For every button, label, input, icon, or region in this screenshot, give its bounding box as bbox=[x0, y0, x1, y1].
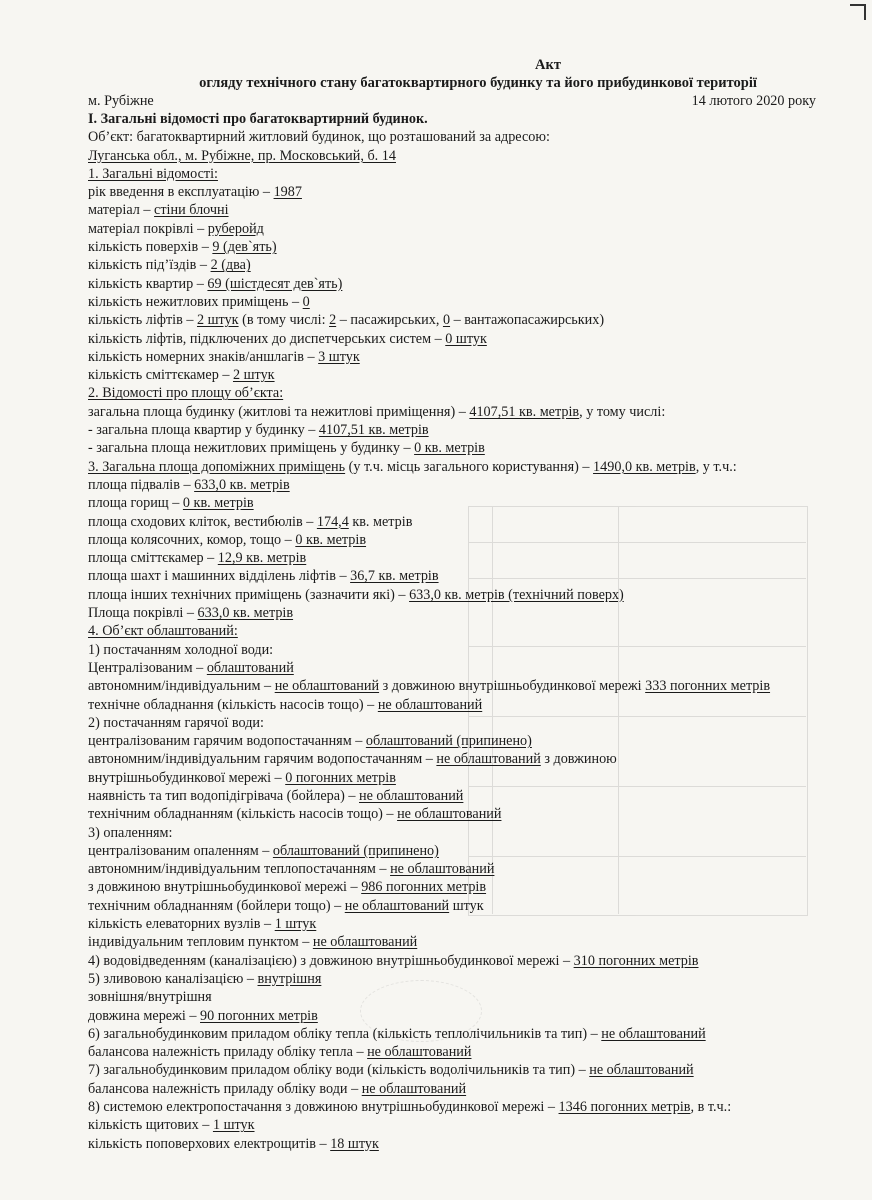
scan-corner-mark bbox=[850, 4, 866, 20]
nonres-area-line bbox=[88, 439, 828, 457]
s3-total: 1490,0 кв. метрів bbox=[593, 458, 696, 475]
year-line bbox=[88, 183, 828, 201]
shafts-value: 36,7 кв. метрів bbox=[350, 568, 439, 585]
act-subtitle: огляду технічного стану багатоквартирного будинку та його прибудинкової території bbox=[199, 75, 757, 91]
nonres-value: 0 bbox=[302, 293, 310, 310]
watermeter-bal-value: не облаштований bbox=[361, 1080, 467, 1097]
floors-label: кількість поверхів – bbox=[88, 239, 213, 256]
s2-heading-line bbox=[88, 384, 828, 402]
lifts-cargo-value: 0 bbox=[442, 312, 451, 329]
entrances-label: кількість під’їздів – bbox=[88, 257, 211, 274]
cold-central-line bbox=[88, 659, 828, 677]
signs-value: 3 штук bbox=[318, 348, 360, 365]
itp-value: не облаштований bbox=[312, 934, 418, 951]
place-date-row bbox=[88, 92, 816, 110]
cold-auto-length: 333 погонних метрів bbox=[645, 678, 771, 695]
s1-heading: 1. Загальні відомості: bbox=[88, 165, 218, 182]
floors-value: 9 (дев`ять) bbox=[212, 239, 277, 256]
attic-value: 0 кв. метрів bbox=[182, 495, 254, 512]
watermeter-bal-label: балансова належність приладу обліку води – bbox=[88, 1080, 362, 1097]
cold-tech-line bbox=[88, 696, 828, 714]
boiler-label: наявність та тип водопідігрівача (бойлера) – bbox=[88, 787, 359, 804]
stairs-label: площа сходових кліток, вестибюлів – bbox=[88, 513, 317, 530]
hot-auto-tail: з довжиною bbox=[540, 751, 617, 768]
hot-heading: 2) постачанням гарячої води: bbox=[88, 714, 264, 731]
storm-type-line: зовнішня/внутрішня bbox=[88, 989, 212, 1006]
panels-label: кількість щитових – bbox=[88, 1117, 213, 1134]
basement-value: 633,0 кв. метрів bbox=[194, 476, 290, 493]
total-area-line bbox=[88, 403, 828, 421]
lifts-cargo-label: – вантажопасажирських) bbox=[450, 312, 605, 329]
elec-value: 1346 погонних метрів bbox=[558, 1099, 691, 1116]
nonres-area-label: - загальна площа нежитлових приміщень у будинку – bbox=[88, 440, 415, 457]
floorpanels-line bbox=[88, 1135, 828, 1153]
storm-len-value: 90 погонних метрів bbox=[200, 1007, 318, 1024]
hot-central-line bbox=[88, 732, 828, 750]
storm-line bbox=[88, 970, 828, 988]
signs-label: кількість номерних знаків/аншлагів – bbox=[88, 348, 319, 365]
entrances-line bbox=[88, 256, 828, 274]
cold-auto-label: автономним/індивідуальним – bbox=[88, 678, 275, 695]
flats-area-value: 4107,51 кв. метрів bbox=[318, 422, 429, 439]
nonres-label: кількість нежитлових приміщень – bbox=[88, 293, 303, 310]
watermeter-label: 7) загальнобудинковим приладом обліку води (кількість водолічильників та тип) – bbox=[88, 1062, 590, 1079]
entrances-value: 2 (два) bbox=[210, 257, 251, 274]
flats-line bbox=[88, 275, 828, 293]
city: м. Рубіжне bbox=[88, 93, 154, 109]
heat-auto-value: не облаштований bbox=[390, 861, 495, 878]
address: Луганська обл., м. Рубіжне, пр. Московський, б. 14 bbox=[88, 147, 396, 164]
garbage-line bbox=[88, 366, 828, 384]
material-label: матеріал – bbox=[88, 202, 155, 219]
heatmeter-bal-line bbox=[88, 1043, 828, 1061]
hot-net-value: 0 погонних метрів bbox=[285, 769, 396, 786]
stairs-line bbox=[88, 513, 828, 531]
hot-net-line bbox=[88, 769, 828, 787]
sewer-line bbox=[88, 952, 828, 970]
hot-auto-label: автономним/індивідуальним гарячим водопостачанням – bbox=[88, 751, 437, 768]
elec-line bbox=[88, 1098, 828, 1116]
lifts-pass-label: – пасажирських, bbox=[336, 312, 443, 329]
total-area-tail: , у тому числі: bbox=[579, 403, 666, 420]
s4-heading: 4. Об’єкт облаштований: bbox=[88, 623, 238, 640]
panels-line bbox=[88, 1116, 828, 1134]
lifts-mid: (в тому числі: bbox=[238, 312, 330, 329]
watermeter-bal-line bbox=[88, 1080, 828, 1098]
hot-central-label: централізованим гарячим водопостачанням – bbox=[88, 733, 366, 750]
panels-value: 1 штук bbox=[212, 1117, 255, 1134]
roof-label: матеріал покрівлі – bbox=[88, 220, 208, 237]
lifts-pass-value: 2 bbox=[329, 312, 337, 329]
hot-tech-label: технічним обладнанням (кількість насосів тощо) – bbox=[88, 806, 398, 823]
cold-auto-mid: з довжиною внутрішньобудинкової мережі bbox=[379, 678, 646, 695]
date: 14 лютого 2020 року bbox=[691, 93, 816, 109]
cold-auto-value: не облаштований bbox=[274, 678, 380, 695]
storm-len-line bbox=[88, 1007, 828, 1025]
heat-net-value: 986 погонних метрів bbox=[361, 879, 487, 896]
heat-auto-line bbox=[88, 860, 828, 878]
s3-heading-line bbox=[88, 458, 828, 476]
attic-line bbox=[88, 494, 828, 512]
elevator-value: 1 штук bbox=[274, 916, 317, 933]
cold-tech-value: не облаштований bbox=[377, 696, 483, 713]
heat-central-value: облаштований (припинено) bbox=[272, 842, 439, 859]
heat-tech-label: технічним обладнанням (бойлери тощо) – bbox=[88, 897, 345, 914]
lifts-label: кількість ліфтів – bbox=[88, 312, 197, 329]
shafts-line bbox=[88, 567, 828, 585]
garbage-value: 2 штук bbox=[232, 367, 275, 384]
material-line bbox=[88, 201, 828, 219]
s4-heading-line bbox=[88, 622, 828, 640]
material-value: стіни блочні bbox=[154, 202, 229, 219]
hot-auto-line bbox=[88, 750, 828, 768]
heat-tech-line bbox=[88, 897, 828, 915]
heat-auto-label: автономним/індивідуальним теплопостачанням – bbox=[88, 861, 391, 878]
address-line bbox=[88, 147, 828, 165]
sewer-value: 310 погонних метрів bbox=[573, 952, 699, 969]
lifts-value: 2 штук bbox=[196, 312, 239, 329]
boiler-line bbox=[88, 787, 828, 805]
elevator-line bbox=[88, 915, 828, 933]
elec-label: 8) системою електропостачання з довжиною внутрішньобудинкової мережі – bbox=[88, 1099, 559, 1116]
watermeter-line bbox=[88, 1061, 828, 1079]
watermeter-value: не облаштований bbox=[589, 1062, 694, 1079]
s3-heading-tail: (у т.ч. місць загального користування) – bbox=[345, 458, 594, 475]
elec-tail: , в т.ч.: bbox=[690, 1099, 732, 1116]
flats-label: кількість квартир – bbox=[88, 275, 208, 292]
hot-net-label: внутрішньобудинкової мережі – bbox=[88, 769, 286, 786]
total-area-value: 4107,51 кв. метрів bbox=[469, 403, 580, 420]
storage-line bbox=[88, 531, 828, 549]
heat-tech-value: не облаштований bbox=[344, 897, 450, 914]
roof-area-line bbox=[88, 604, 828, 622]
lifts-line bbox=[88, 311, 828, 329]
roof-area-value: 633,0 кв. метрів bbox=[197, 605, 294, 622]
heat-tech-tail: штук bbox=[449, 897, 484, 914]
itp-line bbox=[88, 933, 828, 951]
nonres-area-value: 0 кв. метрів bbox=[414, 440, 485, 457]
heatmeter-bal-label: балансова належність приладу обліку тепла – bbox=[88, 1044, 368, 1061]
dispatch-label: кількість ліфтів, підключених до диспетчерських систем – bbox=[88, 330, 446, 347]
storage-label: площа колясочних, комор, тощо – bbox=[88, 531, 296, 548]
dispatch-value: 0 штук bbox=[445, 330, 487, 347]
tech-label: площа інших технічних приміщень (зазначити які) – bbox=[88, 586, 410, 603]
object-line: Об’єкт: багатоквартирний житловий будинок, що розташований за адресою: bbox=[88, 129, 550, 146]
stairs-tail: кв. метрів bbox=[348, 513, 413, 530]
floorpanels-value: 18 штук bbox=[330, 1135, 379, 1152]
total-area-label: загальна площа будинку (житлові та нежитлові приміщення) – bbox=[88, 403, 470, 420]
s3-total-tail: , у т.ч.: bbox=[695, 458, 737, 475]
hot-central-value: облаштований (припинено) bbox=[365, 733, 532, 750]
storage-value: 0 кв. метрів bbox=[295, 531, 367, 548]
elevator-label: кількість елеваторних вузлів – bbox=[88, 916, 275, 933]
dispatch-line bbox=[88, 330, 828, 348]
cold-heading: 1) постачанням холодної води: bbox=[88, 641, 274, 658]
heatmeter-value: не облаштований bbox=[601, 1025, 706, 1042]
basement-line bbox=[88, 476, 828, 494]
s1-heading-line bbox=[88, 165, 828, 183]
garbage-area-value: 12,9 кв. метрів bbox=[217, 550, 307, 567]
cold-tech-label: технічне обладнання (кількість насосів тощо) – bbox=[88, 696, 378, 713]
document-body bbox=[88, 56, 828, 1153]
cold-central-label: Централізованим – bbox=[88, 659, 207, 676]
hot-tech-value: не облаштований bbox=[397, 806, 502, 823]
stairs-value: 174,4 bbox=[316, 513, 349, 530]
hot-tech-line bbox=[88, 805, 828, 823]
heat-heading: 3) опаленням: bbox=[88, 824, 173, 841]
basement-label: площа підвалів – bbox=[88, 476, 195, 493]
heatmeter-line bbox=[88, 1025, 828, 1043]
heatmeter-bal-value: не облаштований bbox=[367, 1044, 472, 1061]
heatmeter-label: 6) загальнобудинковим приладом обліку тепла (кількість теплолічильників та тип) – bbox=[88, 1025, 602, 1042]
garbage-area-label: площа сміттєкамер – bbox=[88, 550, 218, 567]
act-title: Акт bbox=[535, 57, 561, 73]
itp-label: індивідуальним тепловим пунктом – bbox=[88, 934, 313, 951]
cold-central-value: облаштований bbox=[206, 659, 294, 676]
boiler-value: не облаштований bbox=[359, 787, 464, 804]
roof-value: руберойд bbox=[207, 220, 264, 237]
heat-central-label: централізованим опаленням – bbox=[88, 842, 273, 859]
tech-line bbox=[88, 586, 828, 604]
heat-net-line bbox=[88, 878, 828, 896]
flats-area-line bbox=[88, 421, 828, 439]
storm-value: внутрішня bbox=[257, 970, 322, 987]
tech-value: 633,0 кв. метрів (технічний поверх) bbox=[409, 586, 624, 603]
garbage-label: кількість сміттєкамер – bbox=[88, 367, 233, 384]
heat-central-line bbox=[88, 842, 828, 860]
shafts-label: площа шахт і машинних відділень ліфтів – bbox=[88, 568, 351, 585]
roof-line bbox=[88, 220, 828, 238]
floors-line bbox=[88, 238, 828, 256]
storm-len-label: довжина мережі – bbox=[88, 1007, 201, 1024]
signs-line bbox=[88, 348, 828, 366]
sewer-label: 4) водовідведенням (каналізацією) з довжиною внутрішньобудинкової мережі – bbox=[88, 952, 574, 969]
heat-net-label: з довжиною внутрішньобудинкової мережі – bbox=[88, 879, 362, 896]
garbage-area-line bbox=[88, 549, 828, 567]
s3-heading: 3. Загальна площа допоміжних приміщень bbox=[88, 458, 346, 475]
roof-area-label: Площа покрівлі – bbox=[88, 605, 198, 622]
floorpanels-label: кількість поповерхових електрощитів – bbox=[88, 1135, 331, 1152]
year-label: рік введення в експлуатацію – bbox=[88, 184, 274, 201]
cold-auto-line bbox=[88, 677, 818, 695]
year-value: 1987 bbox=[273, 184, 302, 201]
hot-auto-value: не облаштований bbox=[436, 751, 541, 768]
section-heading: І. Загальні відомості про багатоквартирний будинок. bbox=[88, 111, 428, 127]
nonres-line bbox=[88, 293, 828, 311]
attic-label: площа горищ – bbox=[88, 495, 183, 512]
s2-heading: 2. Відомості про площу об’єкта: bbox=[88, 385, 284, 402]
flats-value: 69 (шістдесят дев`ять) bbox=[207, 275, 343, 292]
flats-area-label: - загальна площа квартир у будинку – bbox=[88, 422, 319, 439]
storm-label: 5) зливовою каналізацією – bbox=[88, 970, 258, 987]
